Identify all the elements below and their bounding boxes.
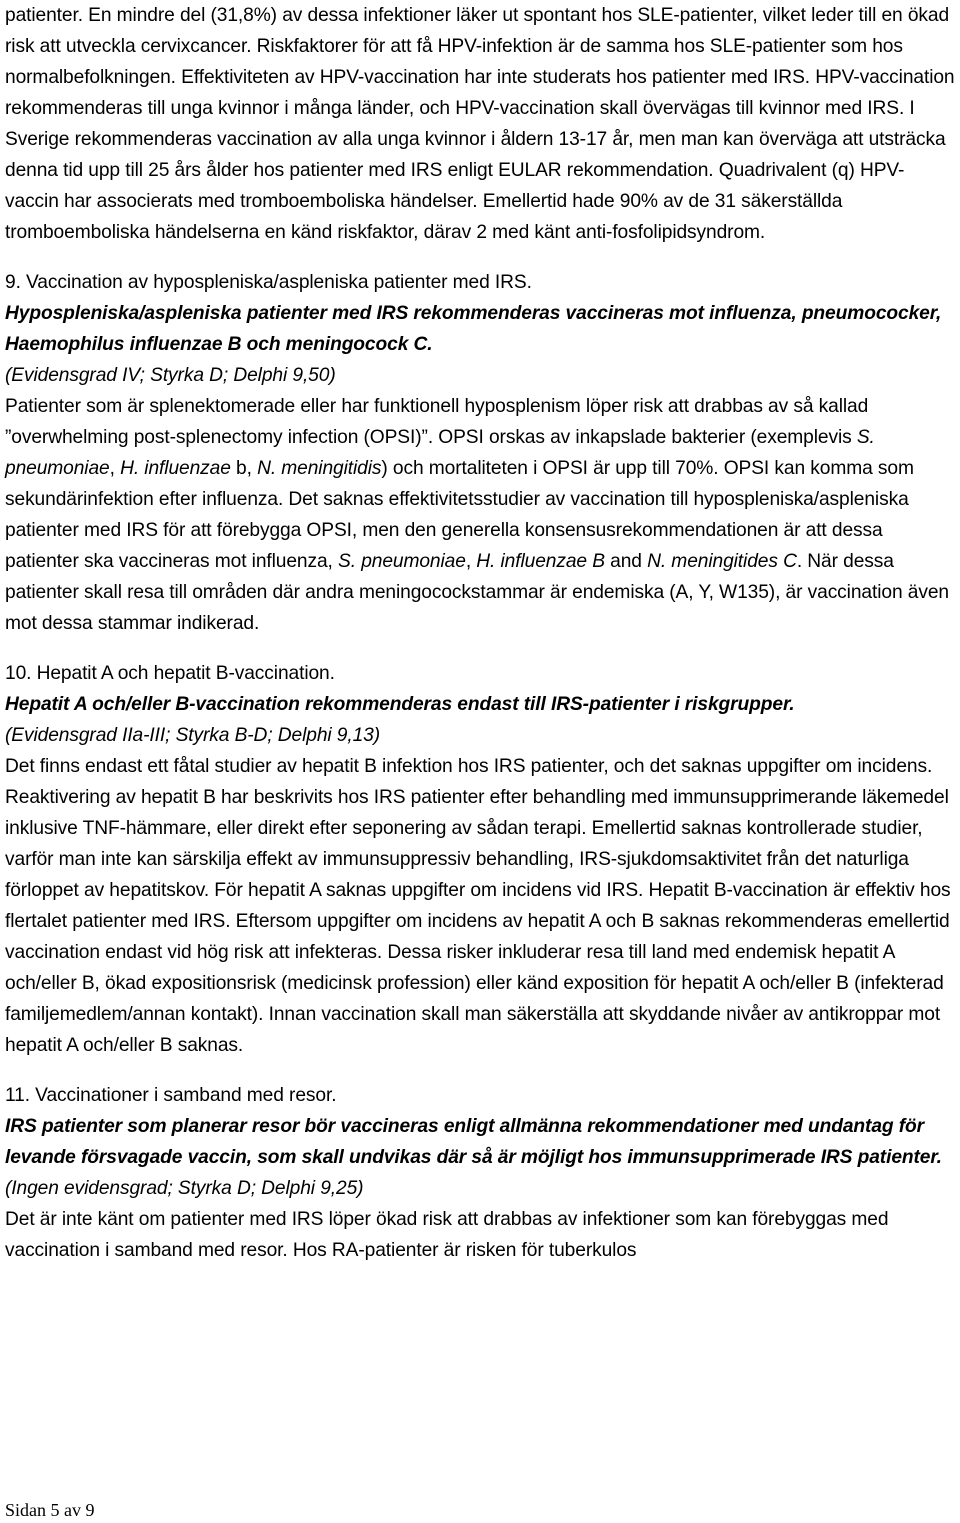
intro-section: [5, 0, 955, 248]
body-text: Patienter som är splenektomerade eller har funktionell hyposplenism löper risk att drabbas av så kallad ”overwhelming post-splenectomy infection (OPSI)”. OPSI orskas av inkapslade bakterier (exemplevis: [5, 396, 869, 448]
page-footer: [5, 1499, 95, 1521]
section-11-body: Det är inte känt om patienter med IRS löper ökad risk att drabbas av infektioner som kan förebyggas med vaccination i samband med resor. Hos RA-patienter är risken för tuberkulos: [5, 1209, 889, 1261]
body-text: ,: [109, 458, 121, 479]
section-gap: [5, 248, 955, 267]
section-gap: [5, 639, 955, 658]
section-gap: [5, 1061, 955, 1080]
body-text: . När dessa patienter skall resa till områden där andra meningocockstammar är endemiska (A, Y, W135), är vaccination även mot dessa stammar indikerad.: [5, 551, 949, 634]
species-name: S. pneumoniae: [5, 427, 875, 479]
section-10-evidence: (Evidensgrad IIa-III; Styrka B-D; Delphi 9,13): [5, 725, 381, 746]
intro-paragraph: patienter. En mindre del (31,8%) av dessa infektioner läker ut spontant hos SLE-patienter, vilket leder till en ökad risk att utveckla cervixcancer. Riskfaktorer för att få HPV-infektion är de samma hos SLE-patienter som hos normalbefolkningen. Effektiviteten av HPV-vaccination har inte studerats hos patienter med IRS. HPV-vaccination rekommenderas till unga kvinnor i många länder, och HPV-vaccination skall övervägas till kvinnor med IRS. I Sverige rekommenderas vaccination av alla unga kvinnor i åldern 13-17 år, men man kan överväga att utsträcka denna tid upp till 25 års ålder hos patienter med IRS enligt EULAR rekommendation. Quadrivalent (q) HPV-vaccin har associerats med tromboemboliska händelser. Emellertid hade 90% av de 31 säkerställda tromboemboliska händelserna en känd riskfaktor, därav 2 med känt anti-fosfolipidsyndrom.: [5, 5, 955, 243]
species-name: H. influenzae B: [476, 551, 605, 572]
page-number: Sidan 5 av 9: [5, 1500, 95, 1520]
section-9-evidence: (Evidensgrad IV; Styrka D; Delphi 9,50): [5, 365, 336, 386]
species-name: N. meningitidis: [257, 458, 382, 479]
section-9-heading: 9. Vaccination av hypospleniska/aspleniska patienter med IRS.: [5, 272, 532, 293]
species-name: H. influenzae: [120, 458, 231, 479]
section-10: [5, 658, 955, 1061]
section-11-evidence: (Ingen evidensgrad; Styrka D; Delphi 9,25): [5, 1178, 364, 1199]
section-9: [5, 267, 955, 639]
body-text: ) och mortaliteten i OPSI är upp till 70%. OPSI kan komma som sekundärinfektion efter influenza. Det saknas effektivitetsstudier av vaccination till hypospleniska/aspleniska patienter med IRS för att förebygga OPSI, men den generella konsensusrekommendationen är att dessa patienter ska vaccineras mot influenza,: [5, 458, 914, 572]
section-11: [5, 1080, 955, 1266]
body-text: and: [604, 551, 648, 572]
body-text: b,: [230, 458, 258, 479]
section-11-recommendation: IRS patienter som planerar resor bör vaccineras enligt allmänna rekommendationer med undantag för levande försvagade vaccin, som skall undvikas där så är möjligt hos immunsupprimerade IRS patienter.: [5, 1116, 942, 1168]
species-name: N. meningitides C: [647, 551, 797, 572]
species-name: S. pneumoniae: [338, 551, 466, 572]
section-10-body: Det finns endast ett fåtal studier av hepatit B infektion hos IRS patienter, och det saknas uppgifter om incidens. Reaktivering av hepatit B har beskrivits hos IRS patienter efter behandling med immunsupprimerande läkemedel inklusive TNF-hämmare, eller direkt efter seponering av sådan terapi. Emellertid saknas kontrollerade studier, varför man inte kan särskilja effekt av immunsuppressiv behandling, IRS-sjukdomsaktivitet från det naturliga förloppet av hepatitskov. För hepatit A saknas uppgifter om incidens vid IRS. Hepatit B-vaccination är effektiv hos flertalet patienter med IRS. Eftersom uppgifter om incidens av hepatit A och B saknas rekommenderas emellertid vaccination endast vid hög risk att infekteras. Dessa risker inkluderar resa till land med endemisk hepatit A och/eller B, ökad expositionsrisk (medicinsk profession) eller känd exposition för hepatit A och/eller B (infekterad familjemedlem/annan kontakt). Innan vaccination skall man säkerställa att skyddande nivåer av antikroppar mot hepatit A och/eller B saknas.: [5, 756, 951, 1056]
section-11-heading: 11. Vaccinationer i samband med resor.: [5, 1085, 337, 1106]
section-10-heading: 10. Hepatit A och hepatit B-vaccination.: [5, 663, 335, 684]
section-10-recommendation: Hepatit A och/eller B-vaccination rekommenderas endast till IRS-patienter i riskgrupper.: [5, 694, 795, 715]
section-9-recommendation: Hypospleniska/aspleniska patienter med IRS rekommenderas vaccineras mot influenza, pneumococker, Haemophilus influenzae B och meningocock C.: [5, 303, 942, 355]
section-9-body: [5, 391, 955, 639]
body-text: ,: [465, 551, 477, 572]
document-page: [5, 0, 955, 1266]
